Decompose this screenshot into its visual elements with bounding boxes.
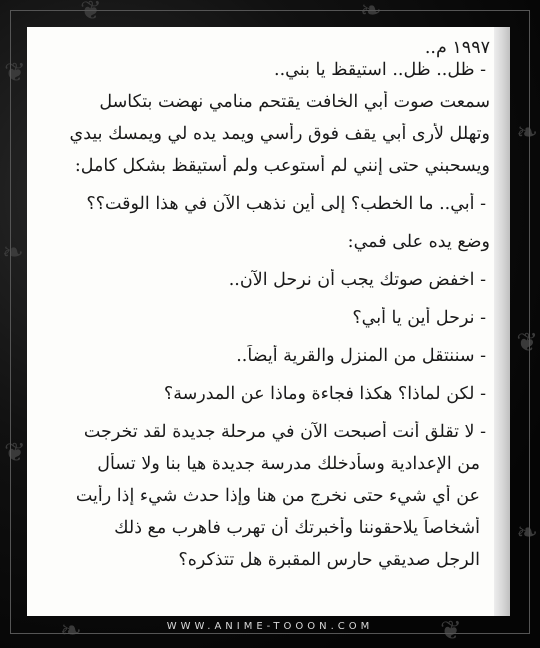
floral-ornament-icon: ❧ <box>360 0 382 26</box>
floral-ornament-icon: ❧ <box>516 118 538 148</box>
text-line: - نرحل أين يا أبي؟ <box>352 308 486 328</box>
floral-ornament-icon: ❦ <box>516 328 538 358</box>
text-line: عن أي شيء حتى نخرج من هنا وإذا حدث شيء إذا رأيت <box>75 486 480 506</box>
text-line: ويسحبني حتى إنني لم أستوعب ولم أستيقظ بشكل كامل: <box>74 156 490 176</box>
watermark-url: WWW.ANIME-TOOON.COM <box>166 621 374 632</box>
text-line: وضع يده على فمي: <box>347 232 490 252</box>
text-line: - لا تقلق أنت أصبحت الآن في مرحلة جديدة لقد تخرجت <box>83 422 486 442</box>
floral-ornament-icon: ❦ <box>440 616 462 646</box>
floral-ornament-icon: ❦ <box>80 0 102 26</box>
page-spine-shadow <box>494 27 510 616</box>
scanned-book-page <box>27 27 510 616</box>
page-text <box>39 37 490 571</box>
floral-ornament-icon: ❧ <box>60 616 82 646</box>
text-line: - ظل.. ظل.. استيقظ يا بني.. <box>274 60 486 80</box>
floral-ornament-icon: ❧ <box>2 238 24 268</box>
text-line: الرجل صديقي حارس المقبرة هل تتذكره؟ <box>178 550 480 570</box>
text-line: - أبي.. ما الخطب؟ إلى أين نذهب الآن في هذا الوقت؟؟ <box>86 194 486 214</box>
text-line: أشخاصاً يلاحقوننا وأخبرتك أن تهرب فاهرب مع ذلك <box>114 518 480 538</box>
text-line: وتهلل لأرى أبي يقف فوق رأسي ويمد يده لي ويمسك بيدي <box>69 124 490 144</box>
floral-ornament-icon: ❧ <box>516 518 538 548</box>
text-line-date: ١٩٩٧ م.. <box>424 38 490 58</box>
floral-ornament-icon: ❦ <box>4 58 26 88</box>
text-line: سمعت صوت أبي الخافت يقتحم منامي نهضت بتكاسل <box>99 92 490 112</box>
text-line: من الإعدادية وسأدخلك مدرسة جديدة هيا بنا ولا تسأل <box>97 454 480 474</box>
text-line: - سننتقل من المنزل والقرية أيضاً.. <box>236 346 486 366</box>
text-line: - لكن لماذا؟ هكذا فجاءة وماذا عن المدرسة؟ <box>163 384 486 404</box>
text-line: - اخفض صوتك يجب أن نرحل الآن.. <box>228 270 486 290</box>
floral-ornament-icon: ❦ <box>4 438 26 468</box>
